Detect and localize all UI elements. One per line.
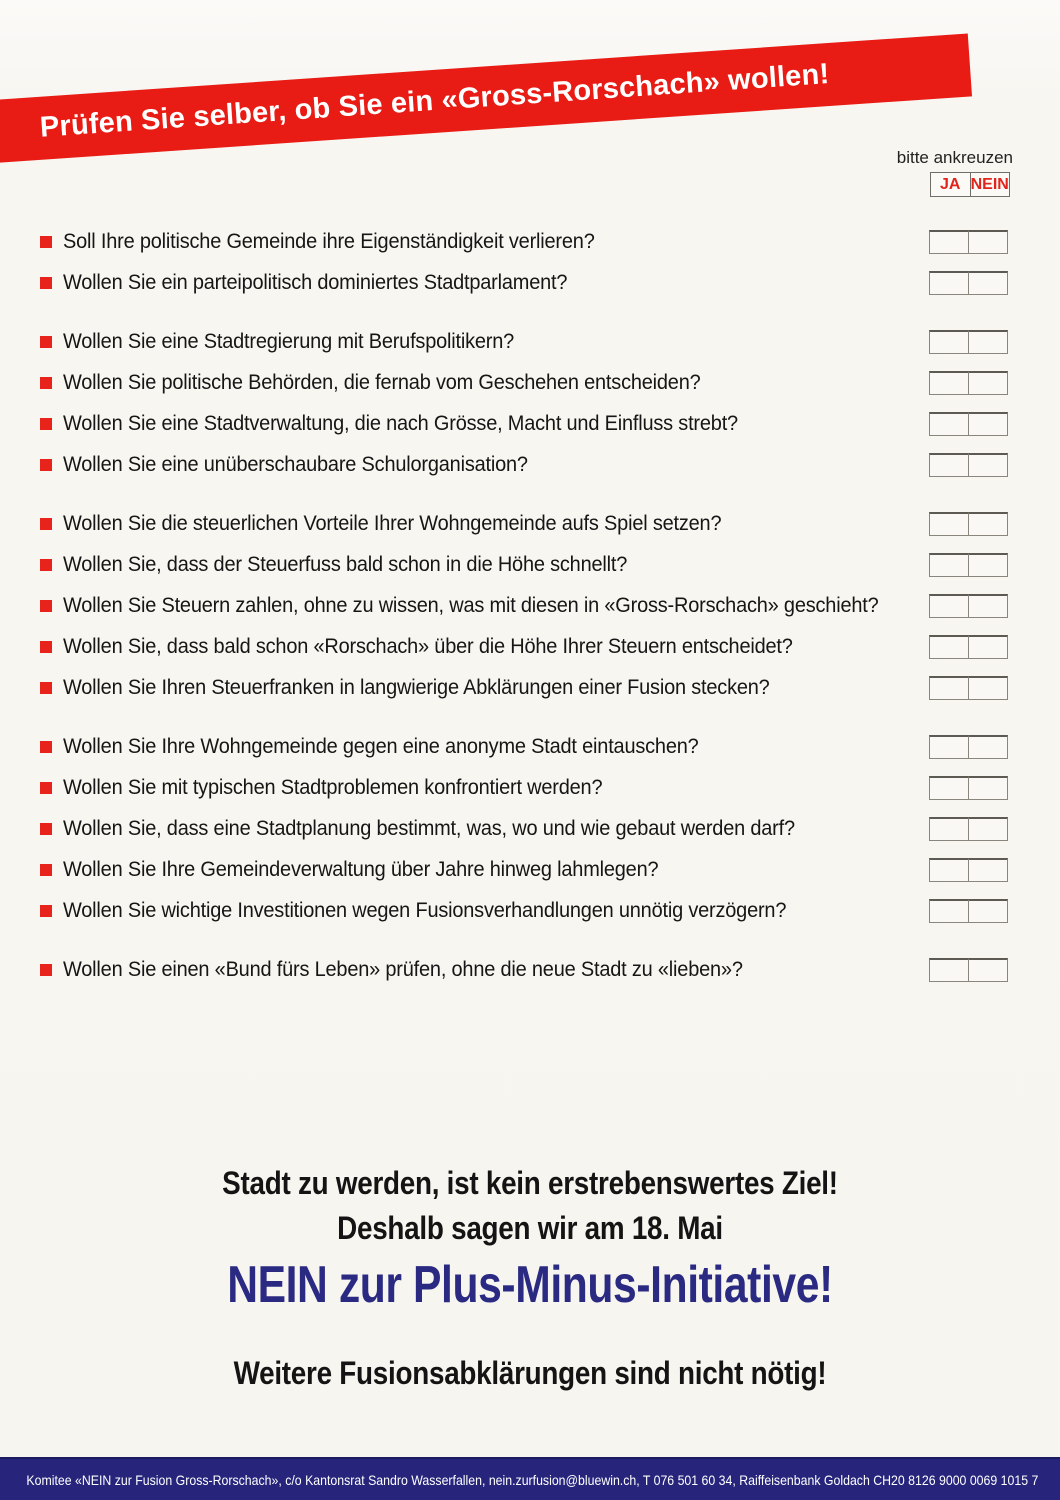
question-text: Wollen Sie einen «Bund fürs Leben» prüfen, ohne die neue Stadt zu «lieben»? (63, 957, 743, 981)
answer-checkboxes (929, 371, 1008, 395)
question-text: Wollen Sie eine Stadtregierung mit Berufspolitikern? (63, 329, 515, 353)
answer-checkboxes (929, 958, 1008, 982)
bullet-square-icon (40, 236, 52, 248)
question-text: Wollen Sie Ihre Wohngemeinde gegen eine anonyme Stadt eintauschen? (63, 734, 699, 758)
bullet-square-icon (40, 641, 52, 653)
answer-checkboxes (929, 776, 1008, 800)
ja-checkbox[interactable] (929, 676, 969, 700)
ja-checkbox[interactable] (929, 817, 969, 841)
question-text-wrap (63, 453, 929, 477)
nein-checkbox[interactable] (968, 330, 1008, 354)
ja-checkbox[interactable] (929, 230, 969, 254)
answer-checkboxes (929, 512, 1008, 536)
slogan-line-3: Weitere Fusionsabklärungen sind nicht nötig! (233, 1355, 827, 1391)
nein-checkbox[interactable] (968, 453, 1008, 477)
nein-checkbox[interactable] (968, 512, 1008, 536)
question-row (40, 734, 1008, 759)
question-row (40, 452, 1008, 477)
question-row (40, 593, 1008, 618)
answer-checkboxes (929, 735, 1008, 759)
slogan-block (0, 1163, 1060, 1393)
title-banner (0, 33, 972, 162)
ja-header-label: JA (940, 175, 961, 193)
question-text-wrap (63, 858, 929, 882)
bullet-square-icon (40, 964, 52, 976)
question-row (40, 775, 1008, 800)
question-row (40, 898, 1008, 923)
question-text: Wollen Sie politische Behörden, die fernab vom Geschehen entscheiden? (63, 370, 701, 394)
question-text: Wollen Sie wichtige Investitionen wegen Fusionsverhandlungen unnötig verzögern? (63, 898, 787, 922)
ja-checkbox[interactable] (929, 858, 969, 882)
answer-hint: bitte ankreuzen (896, 148, 1013, 167)
ja-checkbox[interactable] (929, 330, 969, 354)
nein-checkbox[interactable] (968, 594, 1008, 618)
question-text-wrap (63, 512, 929, 536)
question-row (40, 634, 1008, 659)
ja-checkbox[interactable] (929, 553, 969, 577)
bullet-square-icon (40, 741, 52, 753)
answer-checkboxes (929, 899, 1008, 923)
question-text-wrap (63, 676, 929, 700)
nein-checkbox[interactable] (968, 958, 1008, 982)
question-text: Wollen Sie die steuerlichen Vorteile Ihrer Wohngemeinde aufs Spiel setzen? (63, 511, 722, 535)
answer-checkboxes (929, 817, 1008, 841)
question-row (40, 675, 1008, 700)
bullet-square-icon (40, 418, 52, 430)
question-text: Wollen Sie ein parteipolitisch dominiertes Stadtparlament? (63, 270, 568, 294)
question-row (40, 329, 1008, 354)
slogan-headline: NEIN zur Plus-Minus-Initiative! (227, 1256, 833, 1314)
bullet-square-icon (40, 559, 52, 571)
answer-checkboxes (929, 412, 1008, 436)
ja-checkbox[interactable] (929, 453, 969, 477)
question-text-wrap (63, 594, 929, 618)
question-text: Wollen Sie Ihre Gemeindeverwaltung über Jahre hinweg lahmlegen? (63, 857, 659, 881)
question-text-wrap (63, 776, 929, 800)
question-text: Wollen Sie mit typischen Stadtproblemen konfrontiert werden? (63, 775, 603, 799)
question-text: Soll Ihre politische Gemeinde ihre Eigenständigkeit verlieren? (63, 229, 595, 253)
ja-checkbox[interactable] (929, 735, 969, 759)
question-text: Wollen Sie Steuern zahlen, ohne zu wissen, was mit diesen in «Gross-Rorschach» geschieht? (63, 593, 879, 617)
question-text-wrap (63, 230, 929, 254)
ja-checkbox[interactable] (929, 958, 969, 982)
bullet-square-icon (40, 336, 52, 348)
bullet-square-icon (40, 459, 52, 471)
question-text: Wollen Sie eine Stadtverwaltung, die nach Grösse, Macht und Einfluss strebt? (63, 411, 738, 435)
question-row (40, 857, 1008, 882)
bullet-square-icon (40, 682, 52, 694)
nein-checkbox[interactable] (968, 899, 1008, 923)
ja-checkbox[interactable] (929, 371, 969, 395)
nein-checkbox[interactable] (968, 858, 1008, 882)
question-row (40, 511, 1008, 536)
question-row (40, 411, 1008, 436)
slogan-line-1: Stadt zu werden, ist kein erstrebenswertes Ziel! (222, 1165, 838, 1201)
bullet-square-icon (40, 600, 52, 612)
ja-checkbox[interactable] (929, 271, 969, 295)
answer-checkboxes (929, 858, 1008, 882)
nein-checkbox[interactable] (968, 230, 1008, 254)
answer-checkboxes (929, 230, 1008, 254)
question-row (40, 552, 1008, 577)
question-text: Wollen Sie Ihren Steuerfranken in langwierige Abklärungen einer Fusion stecken? (63, 675, 770, 699)
question-row (40, 957, 1008, 982)
question-text: Wollen Sie, dass bald schon «Rorschach» über die Höhe Ihrer Steuern entscheidet? (63, 634, 793, 658)
ja-checkbox[interactable] (929, 899, 969, 923)
question-text-wrap (63, 735, 929, 759)
question-text-wrap (63, 371, 929, 395)
answer-checkboxes (929, 676, 1008, 700)
question-text: Wollen Sie, dass eine Stadtplanung bestimmt, was, wo und wie gebaut werden darf? (63, 816, 795, 840)
question-text-wrap (63, 271, 929, 295)
nein-checkbox[interactable] (968, 271, 1008, 295)
question-list (40, 229, 1008, 998)
question-text: Wollen Sie eine unüberschaubare Schulorganisation? (63, 452, 528, 476)
ja-checkbox[interactable] (929, 412, 969, 436)
question-text-wrap (63, 412, 929, 436)
bullet-square-icon (40, 377, 52, 389)
bullet-square-icon (40, 782, 52, 794)
question-text-wrap (63, 899, 929, 923)
answer-checkboxes (929, 271, 1008, 295)
question-text-wrap (63, 553, 929, 577)
question-text-wrap (63, 330, 929, 354)
answer-checkboxes (929, 635, 1008, 659)
nein-checkbox[interactable] (968, 817, 1008, 841)
answer-checkboxes (929, 453, 1008, 477)
ja-nein-header (930, 172, 1010, 197)
footer-bar (0, 1457, 1060, 1500)
ja-checkbox[interactable] (929, 512, 969, 536)
answer-checkboxes (929, 553, 1008, 577)
nein-checkbox[interactable] (968, 776, 1008, 800)
nein-checkbox[interactable] (968, 412, 1008, 436)
nein-checkbox[interactable] (968, 735, 1008, 759)
footer-text: Komitee «NEIN zur Fusion Gross-Rorschach», c/o Kantonsrat Sandro Wasserfallen, nein.zurfusion@bluewin.ch, T 076 501 60 34, Raiffeisenbank Goldach CH20 8126 9000 0069 1015 7 (26, 1471, 1039, 1488)
question-text-wrap (63, 635, 929, 659)
bullet-square-icon (40, 518, 52, 530)
question-row (40, 816, 1008, 841)
banner-title: Prüfen Sie selber, ob Sie ein «Gross-Rorschach» wollen! (38, 58, 831, 144)
nein-checkbox[interactable] (968, 635, 1008, 659)
question-row (40, 370, 1008, 395)
nein-header-label: NEIN (970, 173, 1010, 196)
question-text-wrap (63, 958, 929, 982)
bullet-square-icon (40, 905, 52, 917)
nein-checkbox[interactable] (968, 553, 1008, 577)
question-text-wrap (63, 817, 929, 841)
bullet-square-icon (40, 864, 52, 876)
nein-checkbox[interactable] (968, 676, 1008, 700)
ja-checkbox[interactable] (929, 776, 969, 800)
question-row (40, 270, 1008, 295)
bullet-square-icon (40, 277, 52, 289)
question-row (40, 229, 1008, 254)
question-text: Wollen Sie, dass der Steuerfuss bald schon in die Höhe schnellt? (63, 552, 628, 576)
answer-checkboxes (929, 330, 1008, 354)
answer-checkboxes (929, 594, 1008, 618)
slogan-line-2: Deshalb sagen wir am 18. Mai (337, 1210, 723, 1246)
ja-checkbox[interactable] (929, 594, 969, 618)
ja-checkbox[interactable] (929, 635, 969, 659)
nein-checkbox[interactable] (968, 371, 1008, 395)
bullet-square-icon (40, 823, 52, 835)
